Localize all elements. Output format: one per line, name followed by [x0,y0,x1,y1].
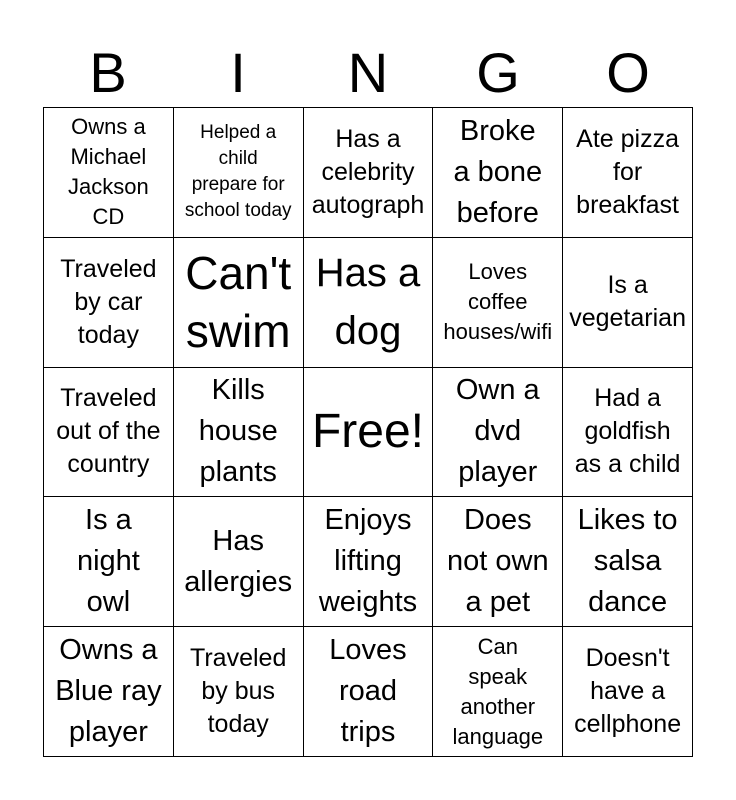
bingo-cell[interactable] [174,238,304,368]
cell-text: Kills house plants [198,374,278,489]
cell-text: Own a dvd player [455,374,540,489]
header-letter-g: G [476,41,520,104]
cell-text: Traveled by car today [60,254,157,349]
bingo-cell[interactable] [563,497,693,627]
bingo-cell[interactable] [563,627,693,757]
cell-text: Traveled by bus today [190,644,287,739]
cell-text: Has a dog [315,251,421,354]
cell-text: Is a night owl [76,504,140,619]
bingo-cell[interactable] [433,627,563,757]
header-letter-i: I [230,41,246,104]
cell-text: Enjoys lifting weights [318,504,418,619]
bingo-cell[interactable] [304,627,434,757]
cell-text: Does not own a pet [447,504,549,619]
cell-text: Loves road trips [329,634,407,749]
bingo-cell[interactable] [433,497,563,627]
bingo-cell[interactable] [563,368,693,498]
bingo-cell[interactable] [44,368,174,498]
bingo-grid [43,107,693,757]
bingo-cell[interactable] [174,108,304,238]
bingo-cell[interactable] [174,497,304,627]
cell-text: Broke a bone before [453,114,543,229]
bingo-cell[interactable] [304,497,434,627]
bingo-cell[interactable] [433,238,563,368]
cell-text: Owns a Michael Jackson CD [68,114,149,230]
cell-text: Had a goldfish as a child [574,384,681,479]
bingo-cell[interactable] [433,108,563,238]
cell-text: Is a vegetarian [569,271,686,333]
bingo-cell[interactable] [44,238,174,368]
cell-text: Has a celebrity autograph [311,124,425,219]
cell-text: Has allergies [184,524,293,598]
bingo-cell[interactable] [433,368,563,498]
bingo-cell[interactable] [304,238,434,368]
bingo-cell[interactable] [174,627,304,757]
cell-text: Helped a child prepare for school today [184,122,292,222]
bingo-cell[interactable] [44,627,174,757]
free-space[interactable] [304,368,434,498]
bingo-cell[interactable] [174,368,304,498]
cell-text: Can speak another language [452,633,544,749]
bingo-cell[interactable] [44,497,174,627]
cell-text: Traveled out of the country [56,384,161,479]
header-letter-o: O [606,41,650,104]
bingo-cell[interactable] [563,238,693,368]
header-letter-b: B [89,41,127,104]
cell-text: Can't swim [185,247,292,358]
bingo-cell[interactable] [44,108,174,238]
header-letter-n: N [347,41,389,104]
bingo-header [43,40,693,106]
cell-text: Loves coffee houses/wifi [443,259,553,345]
bingo-cell[interactable] [563,108,693,238]
bingo-cell[interactable] [304,108,434,238]
cell-text: Owns a Blue ray player [55,634,162,749]
cell-text: Likes to salsa dance [577,504,678,619]
cell-text: Doesn't have a cellphone [574,644,682,739]
cell-text: Free! [311,404,424,458]
cell-text: Ate pizza for breakfast [576,124,680,219]
